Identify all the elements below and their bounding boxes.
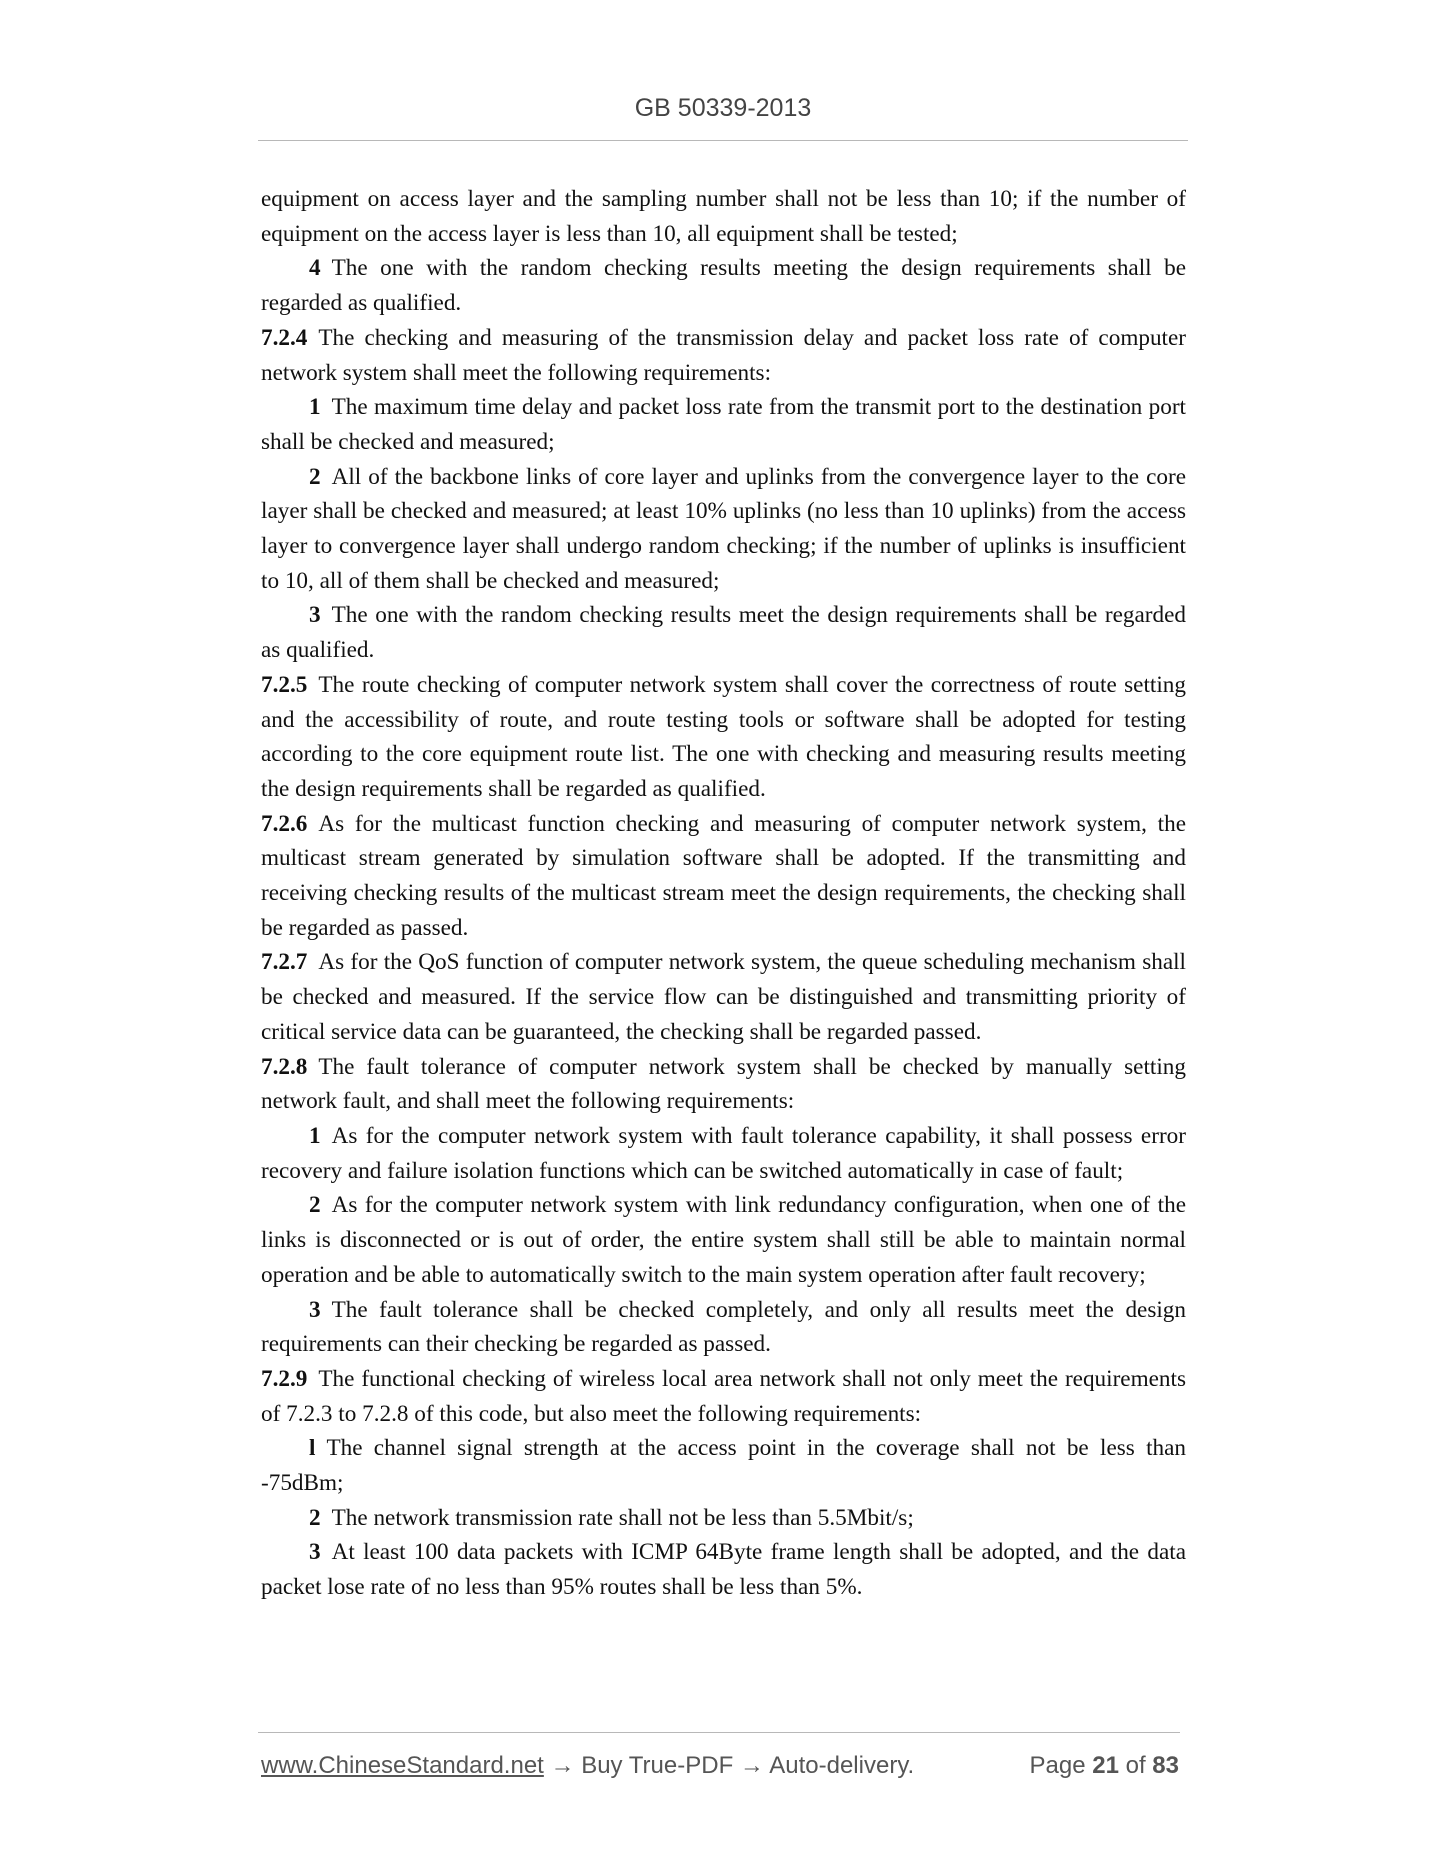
buy-pdf-link[interactable]: Buy True-PDF: [581, 1752, 734, 1779]
item-number: l: [309, 1435, 316, 1462]
list-item: [261, 1431, 1186, 1500]
clause-text: The checking and measuring of the transmission delay and packet loss rate of computer network system shall meet the following requirements:: [261, 324, 1186, 386]
item-number: 2: [309, 1504, 321, 1531]
clause-text: As for the multicast function checking and measuring of computer network system, the multicast stream generated by simulation software shall be adopted. If the transmitting and receiving checking results of the multicast stream meet the design requirements, the checking shall be regarded as passed.: [261, 810, 1186, 941]
clause-text: The functional checking of wireless local area network shall not only meet the requirements of 7.2.3 to 7.2.8 of this code, but also meet the following requirements:: [261, 1365, 1186, 1427]
list-item: [261, 460, 1186, 599]
paragraph-continuation: equipment on access layer and the sampling number shall not be less than 10; if the number of equipment on the access layer is less than 10, all equipment shall be tested;: [261, 186, 1186, 247]
clause-7-2-5: [261, 668, 1186, 807]
list-item: [261, 251, 1186, 320]
item-number: 1: [309, 1122, 321, 1149]
list-item: [261, 1293, 1186, 1362]
clause-7-2-7: [261, 945, 1186, 1049]
of-label: of: [1125, 1752, 1146, 1779]
website-link[interactable]: www.ChineseStandard.net: [261, 1752, 544, 1779]
list-item: [261, 1501, 1186, 1536]
clause-text: As for the QoS function of computer network system, the queue scheduling mechanism shall be checked and measured. If the service flow can be distinguished and transmitting priority of critical service data can be guaranteed, the checking shall be regarded passed.: [261, 949, 1186, 1045]
item-number: 4: [309, 255, 321, 282]
item-number: 3: [309, 602, 321, 629]
item-text: The network transmission rate shall not be less than 5.5Mbit/s;: [331, 1504, 914, 1531]
clause-number: 7.2.6: [261, 810, 308, 837]
item-number: 2: [309, 463, 321, 490]
page-footer: [261, 1752, 1181, 1780]
clause-number: 7.2.4: [261, 324, 308, 351]
item-text: The one with the random checking results meet the design requirements shall be regarded as qualified.: [261, 602, 1186, 664]
clause-7-2-9: [261, 1362, 1186, 1431]
item-text: The channel signal strength at the access point in the coverage shall not be less than -75dBm;: [261, 1435, 1186, 1497]
item-text: As for the computer network system with link redundancy configuration, when one of the links is disconnected or is out of order, the entire system shall still be able to maintain normal operation and be able to automatically switch to the main system operation after fault recovery;: [261, 1192, 1186, 1288]
item-number: 3: [309, 1296, 321, 1323]
document-body: [261, 182, 1186, 1605]
auto-delivery-text: Auto-delivery.: [769, 1752, 915, 1779]
item-text: The one with the random checking results meeting the design requirements shall be regarded as qualified.: [261, 255, 1186, 317]
arrow-right-icon: →: [739, 1752, 764, 1779]
item-number: 3: [309, 1539, 321, 1566]
clause-number: 7.2.9: [261, 1365, 308, 1392]
list-item: [261, 390, 1186, 459]
clause-text: The fault tolerance of computer network system shall be checked by manually setting network fault, and shall meet the following requirements:: [261, 1053, 1186, 1115]
page-label: Page: [1029, 1752, 1086, 1779]
total-page-number: 83: [1152, 1752, 1179, 1779]
current-page-number: 21: [1092, 1752, 1119, 1779]
clause-number: 7.2.5: [261, 671, 308, 698]
page-header-title: GB 50339-2013: [634, 94, 812, 122]
item-text: As for the computer network system with fault tolerance capability, it shall possess error recovery and failure isolation functions which can be switched automatically in case of fault;: [261, 1122, 1186, 1184]
item-text: The fault tolerance shall be checked completely, and only all results meet the design requirements can their checking be regarded as passed.: [261, 1296, 1186, 1358]
item-text: At least 100 data packets with ICMP 64Byte frame length shall be adopted, and the data packet lose rate of no less than 95% routes shall be less than 5%.: [261, 1539, 1186, 1601]
item-text: All of the backbone links of core layer and uplinks from the convergence layer to the core layer shall be checked and measured; at least 10% uplinks (no less than 10 uplinks) from the access layer to convergence layer shall undergo random checking; if the number of uplinks is insufficient to 10, all of them shall be checked and measured;: [261, 463, 1186, 594]
footer-divider: [258, 1732, 1180, 1733]
item-number: 2: [309, 1192, 321, 1219]
list-item: [261, 1119, 1186, 1188]
page-indicator: [1030, 1752, 1180, 1780]
clause-7-2-6: [261, 807, 1186, 946]
header-divider: [258, 140, 1188, 141]
list-item: [261, 598, 1186, 667]
list-item: [261, 1535, 1186, 1604]
clause-number: 7.2.7: [261, 949, 308, 976]
clause-text: The route checking of computer network system shall cover the correctness of route setting and the accessibility of route, and route testing tools or software shall be adopted for testing according to the core equipment route list. The one with checking and measuring results meeting the design requirements shall be regarded as qualified.: [261, 671, 1186, 802]
clause-number: 7.2.8: [261, 1053, 308, 1080]
clause-7-2-8: [261, 1050, 1186, 1119]
arrow-right-icon: →: [550, 1752, 575, 1779]
clause-7-2-4: [261, 321, 1186, 390]
list-item: [261, 1188, 1186, 1292]
item-number: 1: [309, 394, 321, 421]
item-text: The maximum time delay and packet loss rate from the transmit port to the destination port shall be checked and measured;: [261, 394, 1186, 455]
